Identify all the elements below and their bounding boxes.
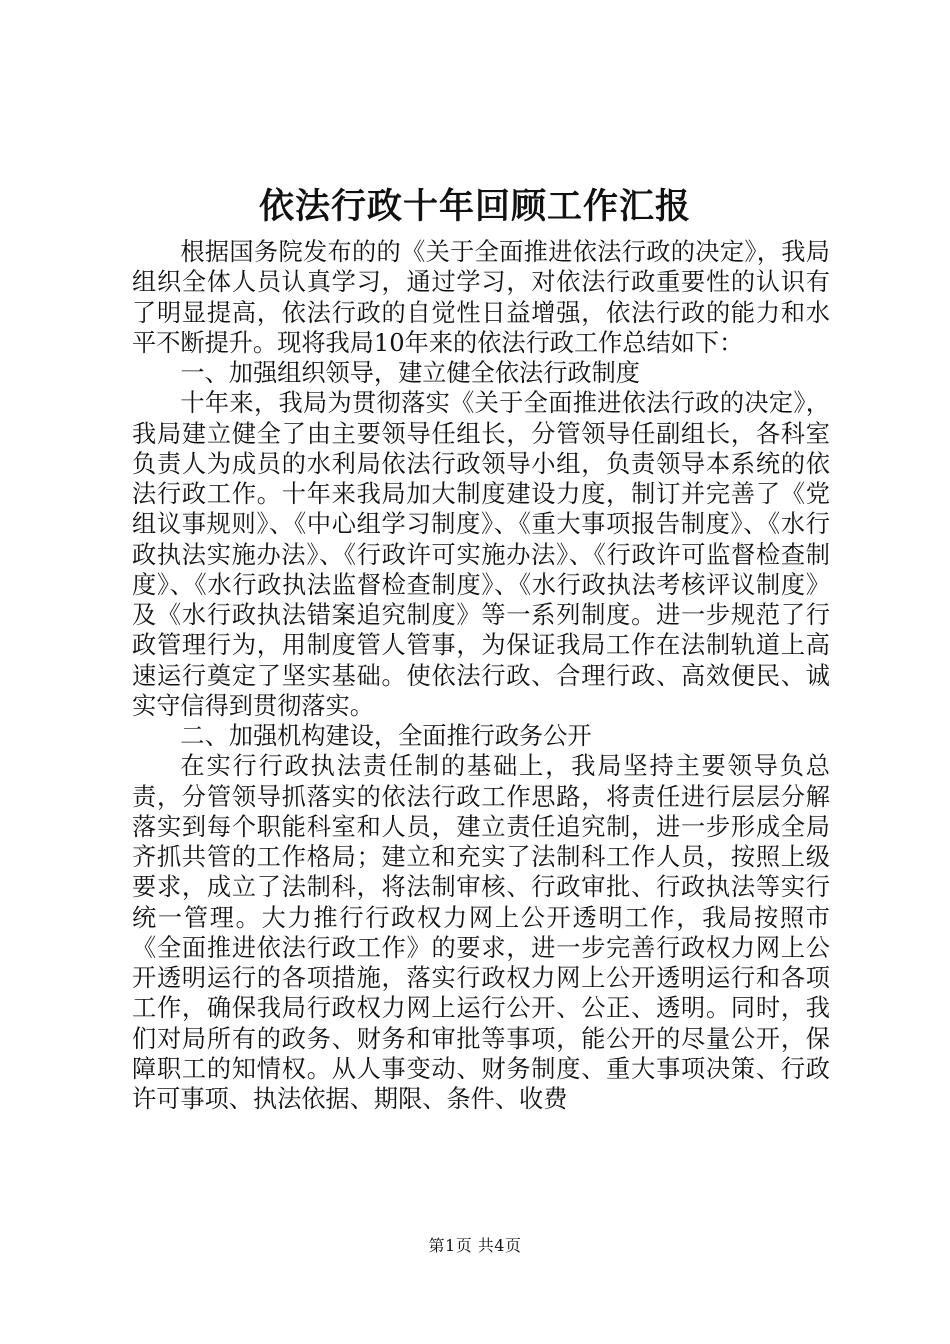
document-title: 依法行政十年回顾工作汇报 (258, 186, 691, 227)
section-1-paragraph: 十年来，我局为贯彻落实《关于全面推进依法行政的决定》，我局建立健全了由主要领导任组长，分管领导任副组长，各科室负责人为成员的水利局依法行政领导小组，负责领导本系统的依法行政工作。十年来我局加大制度建设力度，制订并完善了《党组议事规则》、《中心组学习制度》、《重大事项报告制度》、《水行政执法实施办法》、《行政许可实施办法》、《行政许可监督检查制度》、《水行政执法监督检查制度》、《水行政执法考核评议制度》及《水行政执法错案追究制度》等一系列制度。进一步规范了行政管理行为，用制度管人管事，为保证我局工作在法制轨道上高速运行奠定了坚实基础。使依法行政、合理行政、高效便民、诚实守信得到贯彻落实。 (132, 389, 830, 720)
section-2-paragraph: 在实行行政执法责任制的基础上，我局坚持主要领导负总责，分管领导抓落实的依法行政工作思路，将责任进行层层分解落实到每个职能科室和人员，建立责任追究制，进一步形成全局齐抓共管的工作格局；建立和充实了法制科工作人员，按照上级要求，成立了法制科，将法制审核、行政审批、行政执法等实行统一管理。大力推行行政权力网上公开透明工作，我局按照市《全面推进依法行政工作》的要求，进一步完善行政权力网上公开透明运行的各项措施，落实行政权力网上公开透明运行和各项工作，确保我局行政权力网上运行公开、公正、透明。同时，我们对局所有的政务、财务和审批等事项，能公开的尽量公开，保障职工的知情权。从人事变动、财务制度、重大事项决策、行政许可事项、执法依据、期限、条件、收费 (132, 752, 830, 1113)
section-heading-2: 二、加强机构建设，全面推行政务公开 (180, 722, 592, 750)
page-number-footer: 第1页 共4页 (428, 1236, 522, 1255)
intro-paragraph: 根据国务院发布的的《关于全面推进依法行政的决定》，我局组织全体人员认真学习，通过学习，对依法行政重要性的认识有了明显提高，依法行政的自觉性日益增强，依法行政的能力和水平不断提升。现将我局10年来的依法行政工作总结如下： (132, 238, 830, 357)
section-heading-1: 一、加强组织领导，建立健全依法行政制度 (180, 359, 640, 387)
document-body (132, 237, 830, 1114)
